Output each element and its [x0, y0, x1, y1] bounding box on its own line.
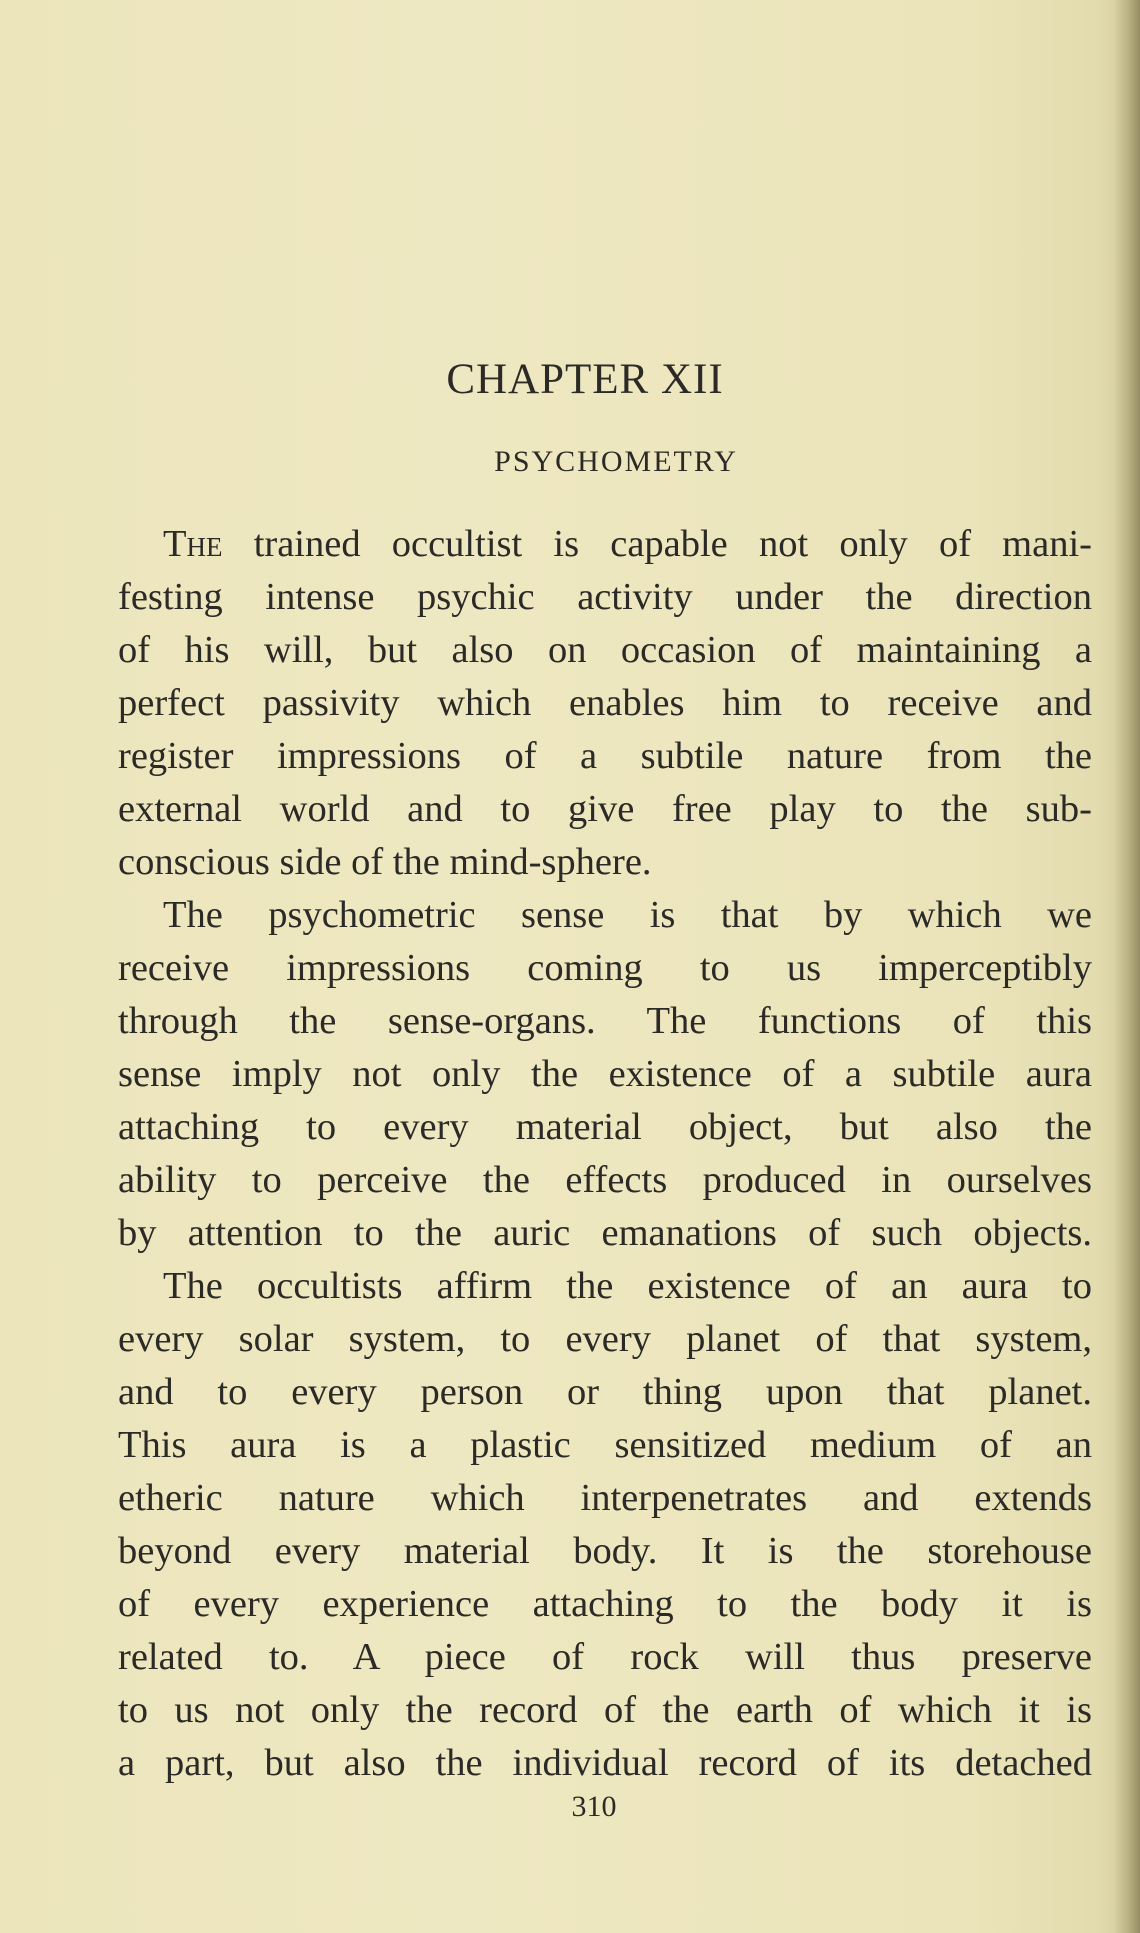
text-line: every solar system, to every planet of that system, — [118, 1318, 1092, 1360]
text-line: ability to perceive the effects produced in ourselves — [118, 1159, 1092, 1201]
text-line: register impressions of a subtile nature from the — [118, 735, 1092, 777]
text-line: of his will, but also on occasion of maintaining a — [118, 629, 1092, 671]
text-line: of every experience attaching to the body it is — [118, 1583, 1092, 1625]
opening-word: The — [163, 523, 223, 565]
text-line: a part, but also the individual record of its detached — [118, 1742, 1092, 1784]
text-line: etheric nature which interpenetrates and extends — [118, 1477, 1092, 1519]
text-line: external world and to give free play to the sub- — [118, 788, 1092, 830]
text-line: perfect passivity which enables him to receive and — [118, 682, 1092, 724]
text-line: beyond every material body. It is the storehouse — [118, 1530, 1092, 1572]
text-line: The psychometric sense is that by which we — [163, 894, 1092, 936]
text-line: to us not only the record of the earth of which it is — [118, 1689, 1092, 1731]
text-line: related to. A piece of rock will thus preserve — [118, 1636, 1092, 1678]
text-line-content: trained occultist is capable not only of mani- — [222, 523, 1092, 565]
body-text — [118, 518, 1092, 1790]
text-line — [118, 518, 1092, 571]
text-line: sense imply not only the existence of a subtile aura — [118, 1053, 1092, 1095]
text-line: receive impressions coming to us imperceptibly — [118, 947, 1092, 989]
text-line: and to every person or thing upon that planet. — [118, 1371, 1092, 1413]
text-line: attaching to every material object, but also the — [118, 1106, 1092, 1148]
chapter-heading: CHAPTER XII — [446, 356, 724, 403]
text-line: This aura is a plastic sensitized medium of an — [118, 1424, 1092, 1466]
page-number: 310 — [571, 1790, 617, 1823]
text-line: The occultists affirm the existence of an aura to — [163, 1265, 1092, 1307]
text-line: by attention to the auric emanations of such objects. — [118, 1212, 1092, 1254]
page-edge-shadow — [1114, 0, 1140, 1933]
text-line: conscious side of the mind-sphere. — [118, 841, 652, 883]
section-heading: PSYCHOMETRY — [494, 445, 738, 478]
text-line: through the sense-organs. The functions of this — [118, 1000, 1092, 1042]
text-line: festing intense psychic activity under the direction — [118, 576, 1092, 618]
